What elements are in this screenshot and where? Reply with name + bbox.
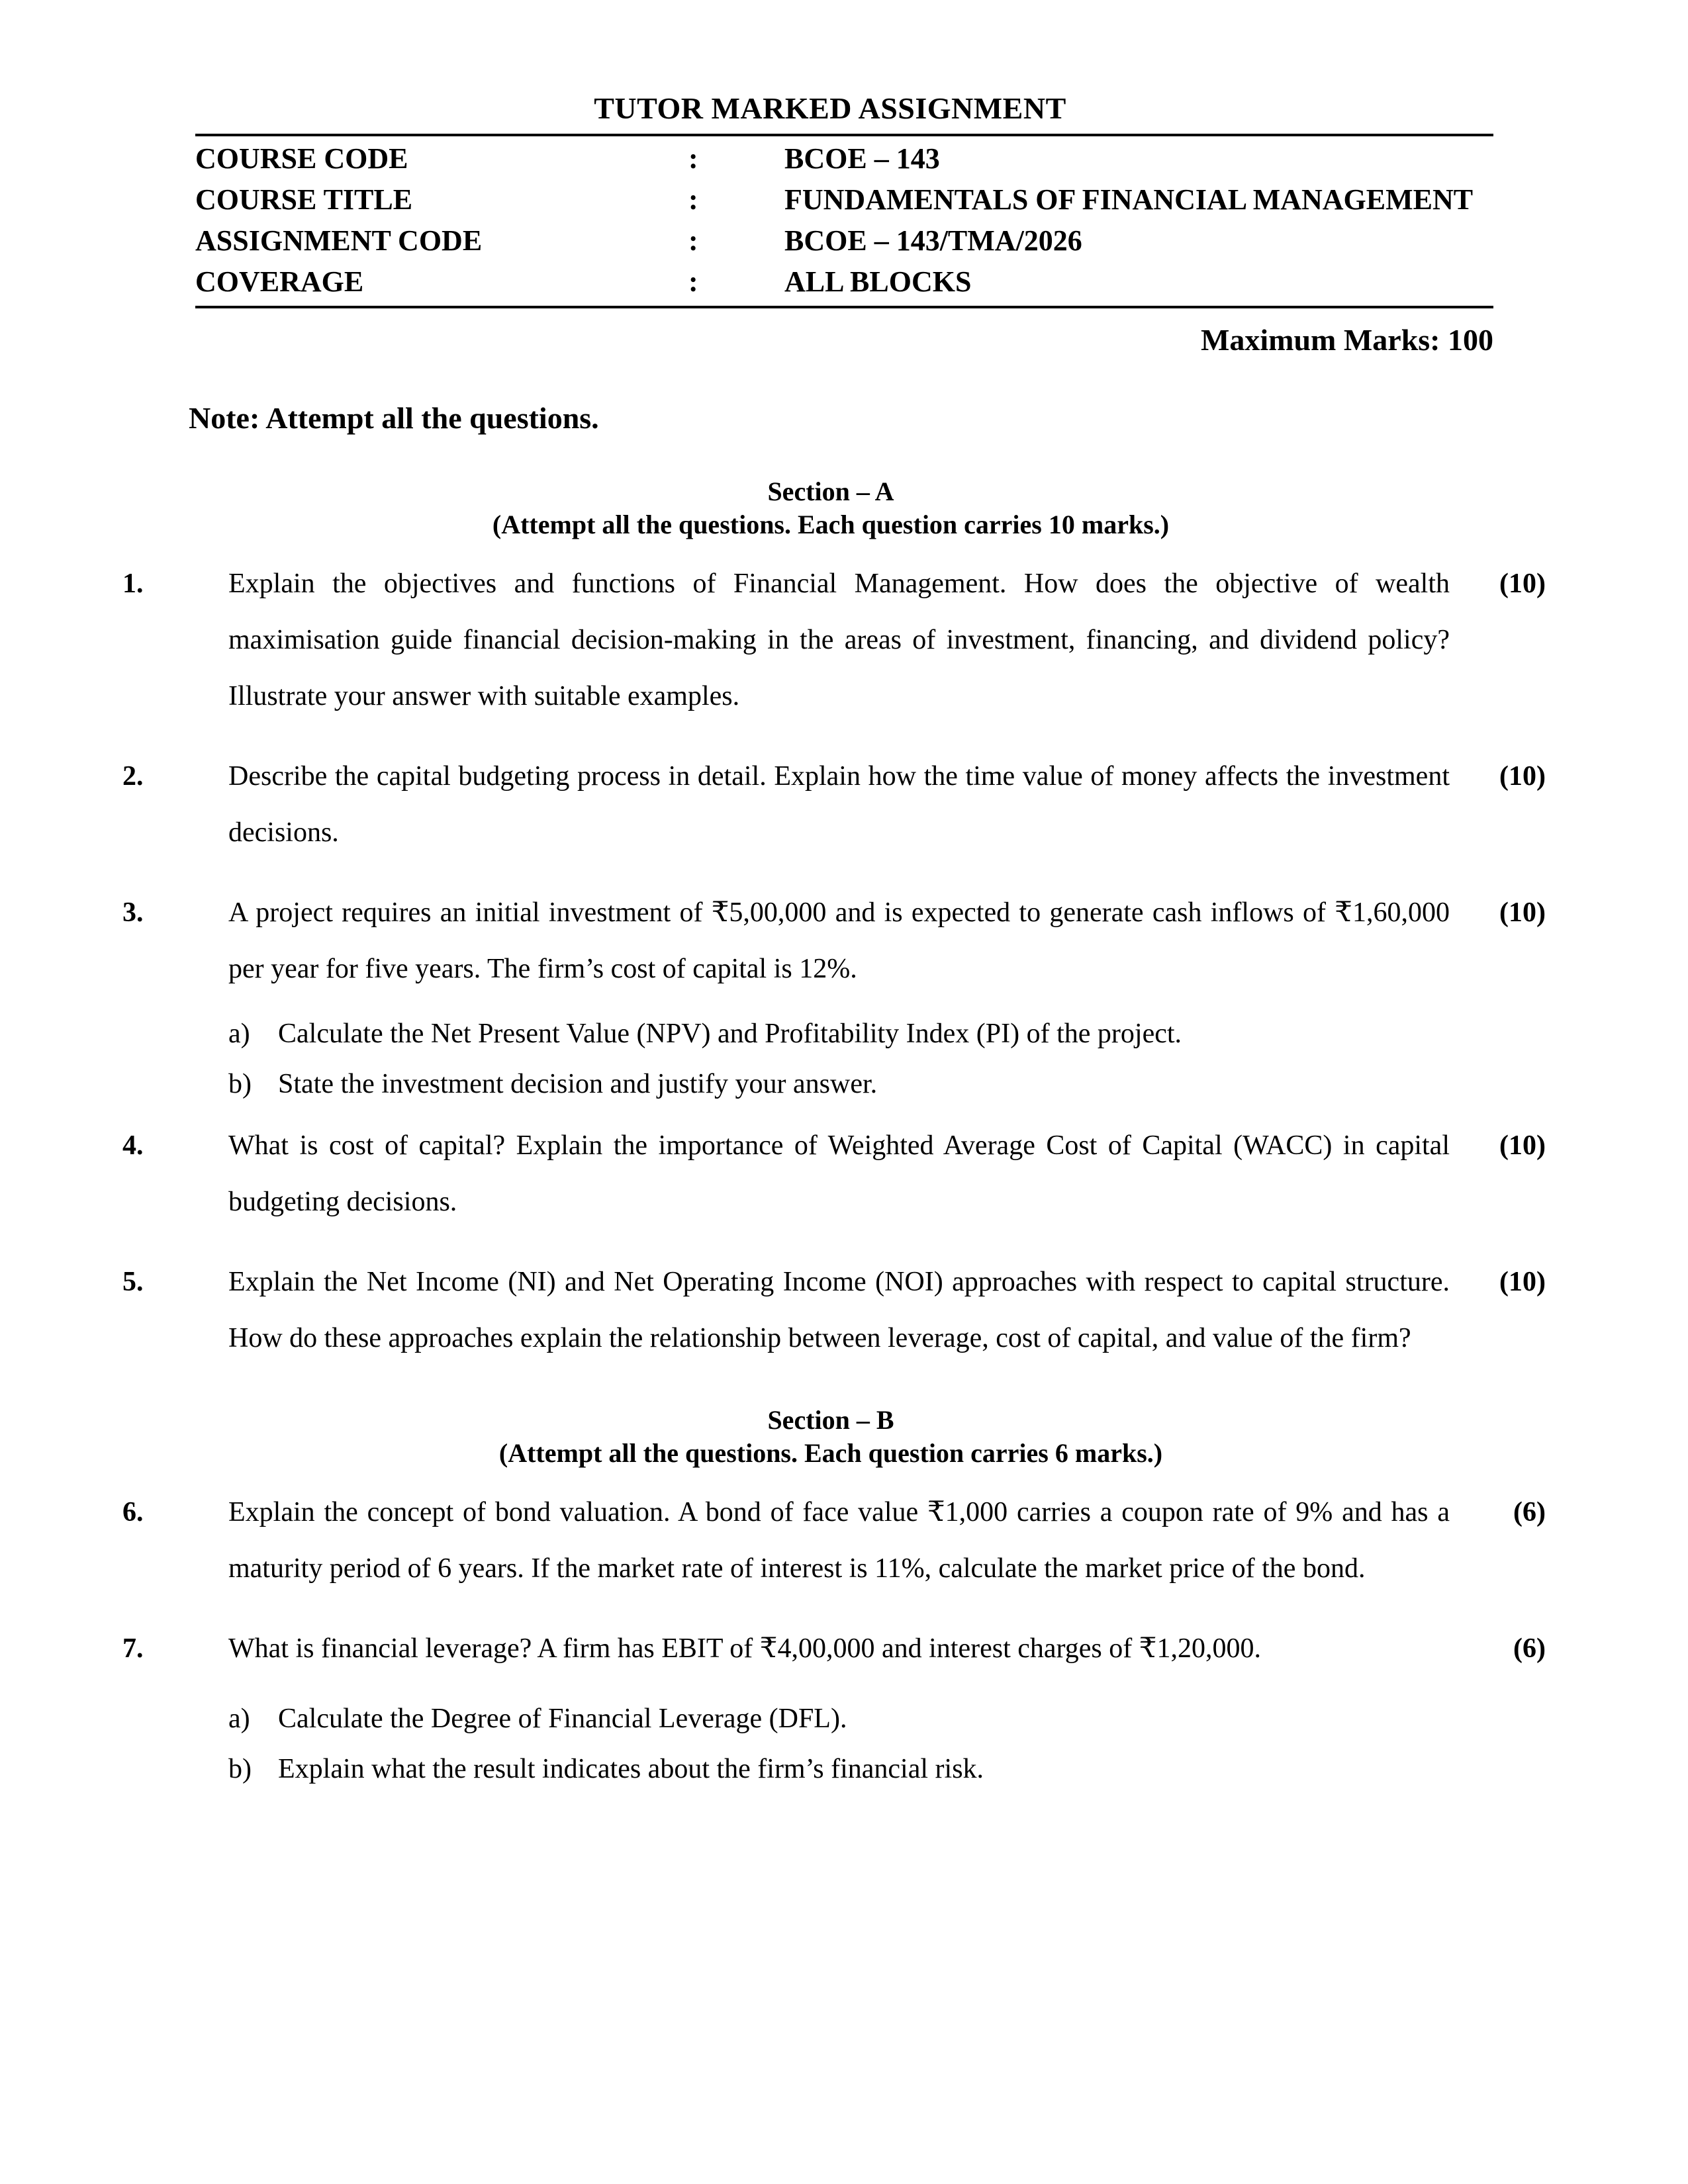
question-6-number: 6. [122, 1497, 144, 1527]
question-4-marks: (10) [1499, 1130, 1546, 1161]
question-1-text: Explain the objectives and functions of Financial Management. How does the objective of wealth maximisation guide financial decision-making in the areas of investment, financing, and dividend policy? Illustrate your answer with suitable examples. [228, 569, 1450, 711]
section-a-title: Section – A [767, 477, 894, 506]
list-item [228, 1012, 1450, 1056]
question-5-number: 5. [122, 1267, 144, 1297]
section-b-subtitle: (Attempt all the questions. Each question carries 6 marks.) [498, 1438, 1163, 1468]
question-7-sub-list [228, 1697, 1450, 1791]
question-7-number: 7. [122, 1633, 144, 1664]
assignment-code-value: BCOE – 143/TMA/2026 [784, 224, 1082, 257]
header-bottom-rule [195, 306, 1493, 308]
question-7-sub-b-marker: b) [228, 1754, 252, 1784]
course-code-colon: : [688, 142, 698, 175]
question-6-text: Explain the concept of bond valuation. A bond of face value ₹1,000 carries a coupon rate of 9% and has a maturity period of 6 years. If the market rate of interest is 11%, calculate the market price of the bond. [228, 1497, 1450, 1584]
question-3-sub-b-text: State the investment decision and justify your answer. [278, 1069, 878, 1099]
assignment-code-colon: : [688, 224, 698, 257]
question-3-marks: (10) [1499, 897, 1546, 928]
section-a [0, 475, 1688, 1367]
table-row [195, 218, 1493, 259]
list-item [228, 1062, 1450, 1106]
question-1-number: 1. [122, 569, 144, 599]
course-title-colon: : [688, 183, 698, 216]
question-6-marks: (6) [1513, 1497, 1546, 1527]
question-3-text: A project requires an initial investment of ₹5,00,000 and is expected to generate cash inflows of ₹1,60,000 per year for five years. The firm’s cost of capital is 12%. [228, 897, 1450, 984]
question-4 [0, 1118, 1688, 1230]
section-a-subtitle: (Attempt all the questions. Each question carries 10 marks.) [492, 510, 1170, 539]
question-2-marks: (10) [1499, 761, 1546, 792]
section-a-question-list [0, 556, 1688, 1367]
question-3-sub-a-marker: a) [228, 1019, 250, 1049]
coverage-label: COVERAGE [195, 265, 364, 298]
question-5 [0, 1254, 1688, 1367]
course-info-table [195, 136, 1493, 300]
coverage-colon: : [688, 265, 698, 298]
question-2 [0, 749, 1688, 861]
question-7-marks: (6) [1513, 1633, 1546, 1664]
coverage-value: ALL BLOCKS [784, 265, 972, 298]
question-5-text: Explain the Net Income (NI) and Net Operating Income (NOI) approaches with respect to capital structure. How do these approaches explain the relationship between leverage, cost of capital, and value of the firm? [228, 1267, 1450, 1353]
course-code-label: COURSE CODE [195, 142, 408, 175]
question-3-sub-list [228, 1012, 1450, 1106]
table-row [195, 259, 1493, 300]
course-title-label: COURSE TITLE [195, 183, 413, 216]
section-b-question-list [0, 1484, 1688, 1791]
question-1-marks: (10) [1499, 569, 1546, 599]
document-title: TUTOR MARKED ASSIGNMENT [594, 91, 1066, 125]
question-5-marks: (10) [1499, 1267, 1546, 1297]
question-3-sub-a-text: Calculate the Net Present Value (NPV) and Profitability Index (PI) of the project. [278, 1019, 1182, 1049]
table-row [195, 136, 1493, 177]
question-3-number: 3. [122, 897, 144, 928]
question-7-text: What is financial leverage? A firm has EBIT of ₹4,00,000 and interest charges of ₹1,20,000. [228, 1633, 1261, 1664]
course-code-value: BCOE – 143 [784, 142, 940, 175]
question-6 [0, 1484, 1688, 1597]
question-7-sub-b-text: Explain what the result indicates about the firm’s financial risk. [278, 1754, 984, 1784]
question-2-text: Describe the capital budgeting process in detail. Explain how the time value of money affects the investment decisions. [228, 761, 1450, 848]
assignment-code-label: ASSIGNMENT CODE [195, 224, 483, 257]
table-row [195, 177, 1493, 218]
question-3 [0, 885, 1688, 1106]
question-7 [0, 1621, 1688, 1791]
list-item [228, 1747, 1450, 1791]
question-7-sub-a-marker: a) [228, 1704, 250, 1734]
course-title-value: FUNDAMENTALS OF FINANCIAL MANAGEMENT [784, 183, 1474, 216]
section-b [0, 1404, 1688, 1791]
question-3-sub-b-marker: b) [228, 1069, 252, 1099]
question-4-text: What is cost of capital? Explain the importance of Weighted Average Cost of Capital (WACC) in capital budgeting decisions. [228, 1130, 1450, 1217]
question-2-number: 2. [122, 761, 144, 792]
maximum-marks: Maximum Marks: 100 [1200, 323, 1493, 357]
note-line: Note: Attempt all the questions. [189, 401, 599, 435]
question-4-number: 4. [122, 1130, 144, 1161]
section-b-heading [0, 1404, 1688, 1470]
question-7-sub-a-text: Calculate the Degree of Financial Leverage (DFL). [278, 1704, 847, 1734]
section-b-title: Section – B [767, 1405, 894, 1435]
section-a-heading [0, 475, 1688, 541]
list-item [228, 1697, 1450, 1741]
question-1 [0, 556, 1688, 725]
